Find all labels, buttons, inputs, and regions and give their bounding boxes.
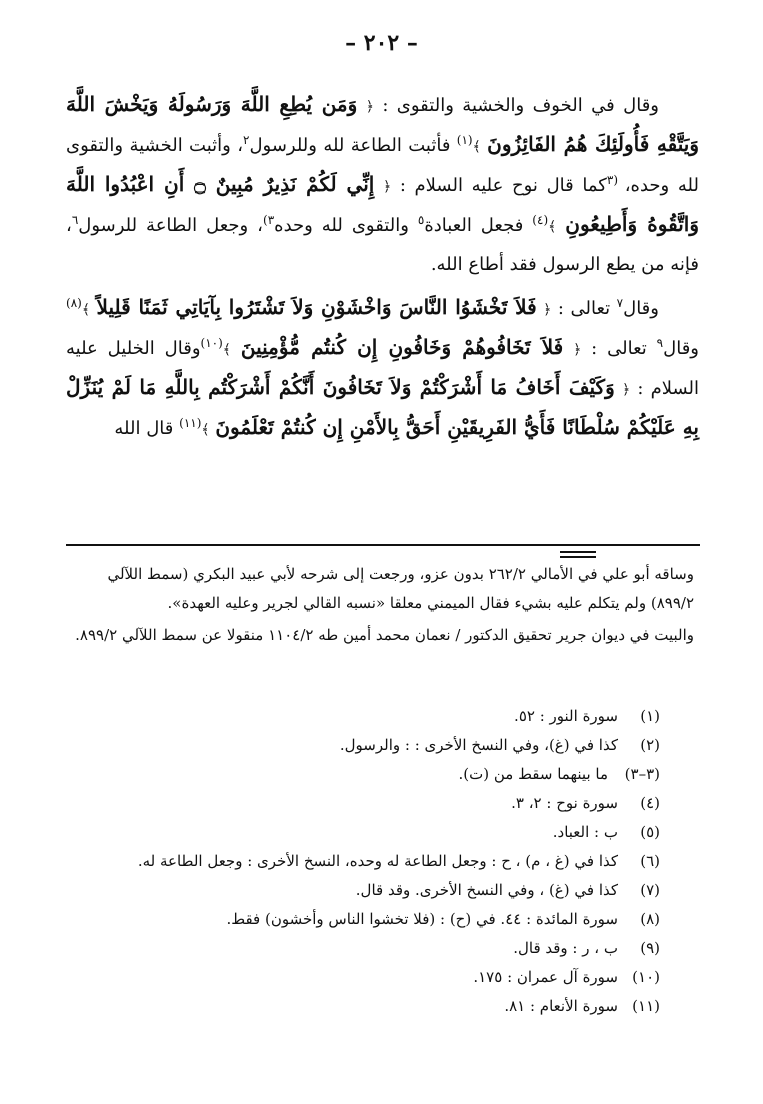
text-run: فجعل العبادة [424,215,533,236]
footnote-9 [70,934,660,963]
page-number: – ٢٠٢ – [345,30,418,56]
footnote-continuation-para: وساقه أبو علي في الأمالي ٢٦٢/٢ بدون عزو، ورجعت إلى شرحه لأبي عبيد البكري (سمط اللآلي ٨٩٩/٢) ولم يتكلم عليه بشيء فقال الميمني معلقا «نسبه القالي لجرير وعليه العهدة». [107,565,694,612]
footnote-number: (١١) [632,997,660,1015]
quran-verse-nuh: إِنِّي لَكُمْ نَذِيرٌ مُبِينٌ ۝ أَنِ اعْبُدُوا اللَّهَ وَاتَّقُوهُ وَأَطِيعُونِ [66,172,700,236]
footnote-number: (٦) [640,852,660,870]
paragraph-fear [66,86,699,283]
footnote-ref-3-close: ٣) [263,213,275,227]
footnote-text: سورة المائدة : ٤٤. في (ح) : (فلا تخشوا الناس وأخشون) فقط. [226,910,618,928]
footnote-8 [70,905,660,934]
footnote-ref-5: ٥ [417,213,425,227]
footnote-continuation-para: والبيت في ديوان جرير تحقيق الدكتور / نعمان محمد أمين طه ١١٠٤/٢ منقولا عن سمط اللآلي ٨٩٩/٢. [75,626,694,644]
footnote-text: كذا في (غ ، م) ، ح : وجعل الطاعة له وحده، النسخ الأخرى : وجعل الطاعة له. [137,852,618,870]
footnote-separator-mark [560,551,596,558]
footnote-number: (١) [640,707,660,725]
footnote-text: ب ، ر : وقد قال. [513,939,618,957]
quran-open-bracket: ﴿ [543,302,552,318]
quran-open-bracket: ﴿ [365,99,374,115]
footnote-number: (١٠) [632,968,660,986]
footnote-text: ما بينهما سقط من (ت). [458,765,608,783]
footnote-ref-3-open: (٣ [606,173,625,187]
footnote-1 [70,702,660,731]
footnote-ref-1: (١) [456,133,473,147]
footnote-10 [70,963,660,992]
footnote-text: كذا في (غ)، وفي النسخ الأخرى : : والرسول. [339,736,618,754]
footnote-number: (٧) [640,881,660,899]
footnote-text: كذا في (غ) ، وفي النسخ الأخرى. وقد قال. [355,881,618,899]
quran-open-bracket: ﴿ [621,382,631,398]
footnote-2 [70,731,660,760]
quran-verse-aal-imran: فَلاَ تَخَافُوهُمْ وَخَافُونِ إِن كُنتُم مُّؤْمِنِينَ [240,335,564,359]
text-run: وقال الخليل عليه السلام : [66,338,699,399]
quran-close-bracket: ﴾ [201,422,210,438]
footnote-7 [70,876,660,905]
footnote-ref-8: (٨) [66,296,82,310]
footnote-number: (٣–٣) [624,765,660,783]
text-run: والتقوى لله وحده [274,215,418,236]
text-run: ، فإنه من يطع الرسول فقد أطاع الله. [66,215,699,275]
footnote-ref-10: (١٠) [200,336,223,350]
quran-open-bracket: ﴿ [573,342,582,358]
text-run: ، وأثبت الخشية والتقوى لله وحده، [66,135,699,196]
footnote-text: سورة نوح : ٢، ٣. [511,794,618,812]
footnote-number: (٨) [640,910,660,928]
text-run: وقال [623,298,659,319]
main-text [66,86,699,449]
footnote-text: سورة النور : ٥٢. [514,707,618,725]
quran-close-bracket: ﴾ [81,302,91,318]
footnote-ref-11: (١١) [179,416,202,430]
footnote-number: (٤) [640,794,660,812]
footnote-ref-2: ٢ [243,133,250,147]
footnote-ref-7: ٧ [616,296,624,310]
footnote-ref-4: (٤) [532,213,549,227]
quran-verse-maidah: فَلاَ تَخْشَوُا النَّاسَ وَاخْشَوْنِ وَلاَ تَشْتَرُوا بِآيَاتِي ثَمَنًا قَلِيلاً [96,295,537,319]
quran-verse-anam: وَكَيْفَ أَخَافُ مَا أَشْرَكْتُمْ وَلاَ تَخَافُونَ أَنَّكُمْ أَشْرَكْتُم بِاللَّهِ مَا لَمْ يُنَزِّلْ بِهِ عَلَيْكُمْ سُلْطَانًا فَأَيُّ الفَرِيقَيْنِ أَحَقُّ بِالأَمْنِ إِن كُنتُمْ تَعْلَمُونَ [66,375,699,439]
text-run: تعالى : [551,298,617,319]
footnote-number: (٩) [640,939,660,957]
paragraph-verses [66,289,699,449]
footnote-text: ب : العباد. [552,823,618,841]
quran-verse-nur: وَمَن يُطِعِ اللَّهَ وَرَسُولَهُ وَيَخْشَ اللَّهَ وَيَتَّقْهِ فَأُولَئِكَ هُمُ الفَائِزُونَ [66,92,699,156]
quran-close-bracket: ﴾ [548,219,557,235]
footnote-number: (٢) [640,736,660,754]
quran-close-bracket: ﴾ [472,139,481,155]
text-run: كما قال نوح عليه السلام : [391,175,607,196]
footnote-ref-9: ٩ [656,336,664,350]
footnote-4 [70,789,660,818]
footnote-11 [70,992,660,1021]
text-run: قال الله [114,418,180,439]
text-run: وقال [663,338,699,359]
footnote-number: (٥) [640,823,660,841]
footnote-ref-6: ٦ [71,213,79,227]
text-run: ، وجعل الطاعة للرسول [78,215,263,236]
footnote-text: سورة آل عمران : ١٧٥. [473,968,618,986]
footnote-6 [70,847,660,876]
footnote-text: سورة الأنعام : ٨١. [504,997,618,1015]
text-run: فأثبت الطاعة لله وللرسول [249,135,457,156]
footnote-separator-line [66,544,700,546]
quran-open-bracket: ﴿ [382,179,392,195]
footnote-continuation [70,560,694,650]
quran-close-bracket: ﴾ [222,342,231,358]
footnote-3 [70,760,660,789]
text-run: وقال في الخوف والخشية والتقوى : [373,95,659,116]
footnote-5 [70,818,660,847]
footnote-list [70,702,660,1021]
text-run: تعالى : [581,338,657,359]
